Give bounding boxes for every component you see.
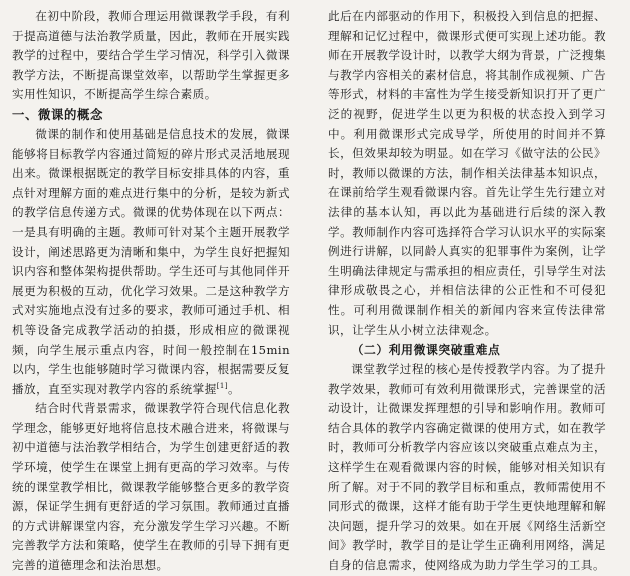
left-column: [12, 7, 290, 573]
section-heading-micro-lesson-concept: 一、微课的概念: [12, 106, 103, 122]
concept-paragraph-text: 微课的制作和使用基础是信息技术的发展，微课能够将目标教学内容通过简短的碎片形式灵活地展现出来。微课根据既定的教学目标安排具体的内容，重点针对理解方面的难点进行集中的分析，是较为新式的教学信息传递方式。微课的优势体现在以下两点：一是具有明确的主题。教师可针对某个主题开展教学设计，阐述思路更为清晰和集中，为学生良好把握知识内容和整体架构提供帮助。学生还可与其他同伴开展更为积极的互动，优化学习效果。二是这种教学方式对实施地点没有过多的要求，教师可通过手机、相机等设备完成教学活动的拍摄，形成相应的微课视频，向学生展示重点内容，时间一般控制在15min以内，学生也能够随时学习微课内容，根据需要反复播放，直至实现对教学内容的系统掌握: [12, 126, 290, 396]
concept-paragraph: [12, 125, 290, 399]
key-difficulties-paragraph: 课堂教学过程的核心是传授教学内容。为了提升教学效果，教师可有效利用微课形式，完善课堂的活动设计，让微课发挥理想的引导和影响作用。教师可结合具体的教学内容确定微课的使用方式，如在教学时，教师可分析教学内容应该以突破重点难点为主，这样学生在观看微课内容的时候，能够对相关知识有所了解。对于不同的教学目标和重点，教师需使用不同形式的微课，这样才能有助于学生更快地理解和解决问题，提升学习的效果。如在开展《网络生活新空间》教学时，教学目的是让学生正确利用网络，满足自身的信息需求，使网络成为助力学生学习的工具。: [328, 362, 606, 573]
citation-ref: [1]: [216, 381, 229, 390]
subsection-heading-key-difficulties: （二）利用微课突破重难点: [351, 343, 501, 358]
concept-paragraph-end: 。: [228, 381, 241, 396]
continuation-paragraph: 此后在内部驱动的作用下，积极投入到信息的把握、理解和记忆过程中，微课形式便可实现上述功能。教师在开展教学设计时，以教学大纲为背景，广泛搜集与教学内容相关的素材信息，将其制作成视频、广告等形式，材料的丰富性为学生接受新知识打开了更广泛的视野，促进学生以更为积极的状态投入到学习中。利用微课形式完成导学，所使用的时间并不算长，但效果却较为明显。如在学习《做守法的公民》时，教师以微课的方法，制作相关法律基本知识点，在课前给学生观看微课内容。首先让学生先行建立对法律的基本认知，再以此为基础进行后续的深入教学。教师制作内容可选择符合学习认识水平的实际案例进行讲解，以同龄人真实的犯罪事件为案例，让学生明确法律规定与需承担的相应责任，引导学生对法律形成敬畏之心，并相信法律的公正性和不可侵犯性。可利用微课制作相关的新闻内容来宣传法律常识，让学生从小树立法律观念。: [328, 9, 606, 337]
right-column: [328, 7, 606, 573]
background-paragraph: 结合时代背景需求，微课教学符合现代信息化教学理念，能够更好地将信息技术融合进来，将微课与初中道德与法治教学相结合，为学生创建更舒适的教学环境，使学生在课堂上拥有更高的学习效率。与传统的课堂教学相比，微课教学能够整合更多的教学资源，保证学生拥有更舒适的学习氛围。教师通过直播的方式讲解课堂内容，充分激发学生学习兴趣。不断完善教学方法和策略，使学生在教师的引导下拥有更完善的道德理念和法治思想。: [12, 401, 290, 573]
intro-paragraph: 在初中阶段，教师合理运用微课教学手段，有利于提高道德与法治教学质量，因此，教师在开展实践教学的过程中，要结合学生学习情况，科学引入微课教学方法，不断提高课堂效率，以帮助学生掌握更多实用性知识，不断提高学生综合素质。: [12, 9, 290, 102]
